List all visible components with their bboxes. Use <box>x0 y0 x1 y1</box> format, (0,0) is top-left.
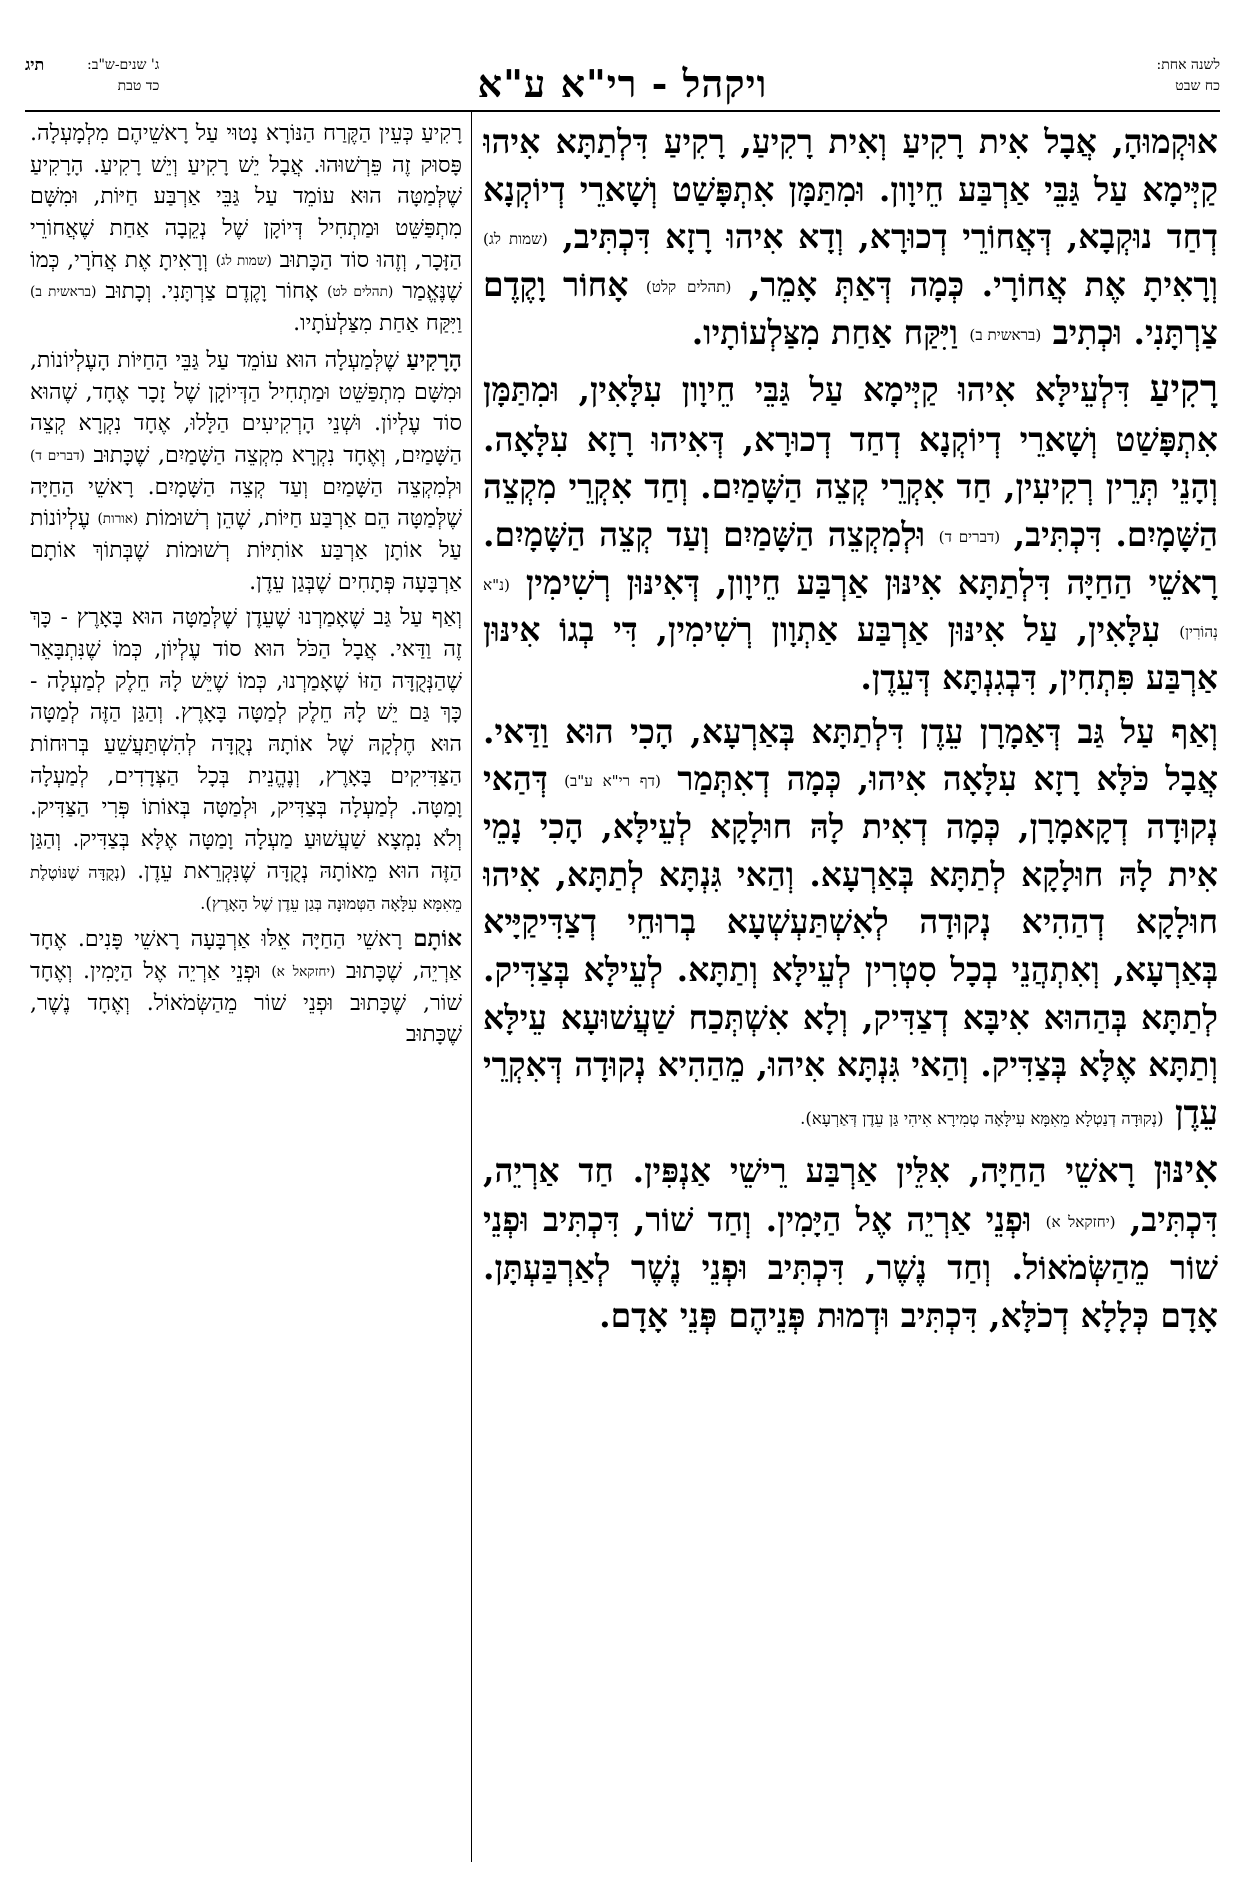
page-title: ויקהל - רי"א ע"א <box>477 61 768 106</box>
paragraph-lead-word: הָרָקִיעַ <box>406 346 462 373</box>
paragraph: אוֹתָם רָאשֵׁי הַחַיָּה אֵלּוּ אַרְבָּעָה רָאשֵׁי פָּנִים. אֶחָד אַרְיֵה, שֶׁכָּתוּב (יחזקאל א) וּפְנֵי אַרְיֵה אֶל הַיָּמִין. וְאֶחָד שׁוֹר, שֶׁכָּתוּב וּפְנֵי שׁוֹר מֵהַשְּׂמֹאוֹל. וְאֶחָד נֶשֶׁר, שֶׁכָּתוּב <box>30 926 462 1048</box>
study-schedule-three-years <box>87 55 159 97</box>
verse-reference: (בראשית ב) <box>30 284 97 301</box>
header-divider <box>25 110 1220 112</box>
paragraph-lead-word: רָקִיעַ <box>1149 366 1218 411</box>
variant-reading: (נ"א נְהוֹרִין) <box>483 575 1218 642</box>
paragraph-lead-word: אוֹתָם <box>413 926 462 953</box>
variant-reading: (אורות) <box>97 511 139 528</box>
paragraph: אִינּוּן רָאשֵׁי הַחַיָּה, אִלֵּין אַרְבַּע רֵישֵׁי אַנְפִּין. חַד אַרְיֵה, דִּכְתִּיב, (יחזקאל א) וּפְנֵי אַרְיֵה אֶל הַיָּמִין. וְחַד שׁוֹר, דִּכְתִּיב וּפְנֵי שׁוֹר מֵהַשְּׂמֹאוֹל. וְחַד נֶשֶׁר, דִּכְתִּיב וּפְנֵי נֶשֶׁר לְאַרְבַּעְתָּן. אָדָם כְּלָלָא דְכֹלָּא, דִּכְתִּיב וּדְמוּת פְּנֵיהֶם פְּנֵי אָדָם. <box>483 1146 1218 1335</box>
paragraph: אוּקְמוּהָ, אֲבָל אִית רָקִיעַ וְאִית רָקִיעַ, רָקִיעַ דִּלְתַתָּא אִיהוּ קַיְּימָא עַל גַּבֵּי אַרְבַּע חֵיוָון. וּמִתַּמָּן אִתְפָּשַׁט וְשָׁארֵי דְיוֹקְנָא דְחַד נוּקְבָא, דְּאֲחוֹרֵי דְכוּרָא, וְדָא אִיהוּ רָזָא דִּכְתִּיב, (שמות לג) וְרָאִיתָ אֶת אֲחוֹרָי. כְּמָה דְּאַתְּ אָמֵר, (תהלים קלט) אָחוֹר וָקֶדֶם צַרְתָּנִי. וּכְתִיב (בראשית ב) וַיִּקַּח אַחַת מִצַּלְעוֹתָיו. <box>483 122 1218 352</box>
page-header <box>25 55 1220 111</box>
verse-reference: (שמות לג) <box>215 252 272 269</box>
page-reference: (דף רי"א ע"ב) <box>564 772 661 791</box>
schedule-date: כד טבת <box>117 78 160 94</box>
verse-reference: (בראשית ב) <box>969 325 1042 344</box>
paragraph: הָרָקִיעַ שֶׁלְּמַעְלָה הוּא עוֹמֵד עַל גַּבֵּי הַחַיּוֹת הָעֶלְיוֹנוֹת, וּמִשָּׁם מִתְפַּשֵּׁט וּמַתְחִיל הַדְּיוֹקָן שֶׁל זָכָר אֶחָד, שֶׁהוּא סוֹד עֶלְיוֹן. וּשְׁנֵי הָרְקִיעִים הַלָּלוּ, אֶחָד נִקְרָא קְצֵה הַשָּׁמַיִם, וְאֶחָד נִקְרָא מִקְצֵה הַשָּׁמַיִם, שֶׁכָּתוּב (דברים ד) וּלְמִקְצֵה הַשָּׁמַיִם וְעַד קְצֵה הַשָּׁמָיִם. רָאשֵׁי הַחַיָּה שֶׁלְּמַטָּה הֵם אַרְבַּע חַיּוֹת, שֶׁהֵן רְשׁוּמוֹת (אורות) עֶלְיוֹנוֹת עַל אוֹתָן אַרְבַּע אוֹתִיּוֹת רְשׁוּמוֹת שֶׁבְּתוֹךְ אוֹתָם אַרְבָּעָה פְּתָחִים שֶׁבְּגַן עֵדֶן. <box>30 346 462 595</box>
schedule-label: לשנה אחת: <box>1156 57 1220 73</box>
verse-reference: (תהלים לט) <box>327 284 394 301</box>
gloss: (נְקוּדָה דְנַטְלָא מֵאִמָּא עִילָּאָה טְמִירָא אִיהִי גַּן עֵדֶן דְּאַרְעָא). <box>800 1109 1164 1129</box>
gloss: (נְקֻדָּה שֶׁנּוֹטֶלֶת מֵאִמָּא עִלָּאָה הַטְּמוּנָה בְּגַן עֵדֶן שֶׁל הָאָרֶץ). <box>30 862 462 914</box>
hebrew-translation-column <box>30 118 462 1868</box>
verse-reference: (דברים ד) <box>938 528 1001 547</box>
verse-reference: (תהלים קלט) <box>645 278 732 297</box>
verse-reference: (יחזקאל א) <box>1045 1213 1116 1232</box>
paragraph: וְאַף עַל גַּב שֶׁאָמַרְנוּ שֶׁעֵדֶן שֶׁלְּמַטָּה הוּא בָּאָרֶץ - כָּךְ זֶה וַדַּאי. אֲבָל הַכֹּל הוּא סוֹד עֶלְיוֹן, כְּמוֹ שֶׁנִּתְבָּאֵר שֶׁהַנְּקֻדָּה הַזּוֹ שֶׁאָמַרְנוּ, כְּמוֹ שֶׁיֵּשׁ לָהּ חֵלֶק לְמַעְלָה - כָּךְ גַּם יֵשׁ לָהּ חֵלֶק לְמַטָּה בָּאָרֶץ. וְהַגַּן הַזֶּה לְמַטָּה הוּא חֶלְקָהּ שֶׁל אוֹתָהּ נְקֻדָּה לְהִשְׁתַּעֲשֵׁעַ בְּרוּחוֹת הַצַּדִּיקִים בָּאָרֶץ, וְנֶהֱנֵית בְּכָל הַצְּדָדִים, לְמַעְלָה וָמַטָּה. לְמַעְלָה בְּצַדִּיק, וּלְמַטָּה בְּאוֹתוֹ פְּרִי הַצַּדִּיק. וְלֹא נִמְצָא שַׁעֲשׁוּעַ מַעְלָה וָמַטָּה אֶלָּא בְּצַדִּיק. וְהַגַּן הַזֶּה הוּא מֵאוֹתָהּ נְקֻדָּה שֶׁנִּקְרֵאת עֵדֶן. (נְקֻדָּה שֶׁנּוֹטֶלֶת מֵאִמָּא עִלָּאָה הַטְּמוּנָה בְּגַן עֵדֶן שֶׁל הָאָרֶץ). <box>30 605 462 914</box>
schedule-date: כח שבט <box>1175 78 1220 94</box>
paragraph: וְאַף עַל גַּב דְּאַמָרָן עֵדֶן דִּלְתַתָּא בְּאַרְעָא, הָכִי הוּא וַדַּאי. אֲבָל כֹּלָּא רָזָא עִלָּאָה אִיהוּ, כְּמָה דְאִתְּמַר (דף רי"א ע"ב) דְּהַאי נְקוּדָה דְקָאמָרָן, כְּמָה דְאִית לָהּ חוּלָקָא לְעֵילָּא, הָכִי נָמֵי אִית לָהּ חוּלָקָא לְתַתָּא בְּאַרְעָא. וְהַאי גִּנְתָּא לְתַתָּא, אִיהוּ חוּלָקָא דְהַהִיא נְקוּדָה לְאִשְׁתַּעְשְׁעָא בְרוּחֵי דְצַדִּיקַיָּיא בְּאַרְעָא, וְאִתְהֲנֵי בְכָל סִטְרִין לְעֵילָּא וְתַתָּא. לְעֵילָּא בְּצַדִּיק. לְתַתָּא בְּהַהוּא אִיבָּא דְצַדִּיק, וְלָא אִשְׁתְּכַח שַׁעֲשׁוּעָא עֵילָּא וְתַתָּא אֶלָּא בְּצַדִּיק. וְהַאי גִּנְתָּא אִיהוּ, מֵהַהִיא נְקוּדָה דְּאִקְרֵי עֵדֶן (נְקוּדָה דְנַטְלָא מֵאִמָּא עִילָּאָה טְמִירָא אִיהִי גַּן עֵדֶן דְּאַרְעָא). <box>483 711 1218 1133</box>
schedule-label: ג' שנים-ש"ב: <box>87 57 160 73</box>
page-number: תיג <box>25 55 45 74</box>
verse-reference: (דברים ד) <box>30 447 85 464</box>
verse-reference: (שמות לג) <box>483 230 548 249</box>
paragraph-lead-word: אִינּוּן <box>1153 1146 1218 1191</box>
paragraph: רָקִיעַ דִּלְעֵילָּא אִיהוּ קַיְּימָא עַל גַּבֵּי חֵיוָון עִלָּאִין, וּמִתַּמָּן אִתְפָּשַׁט וְשָׁארֵי דְיוֹקְנָא דְחַד דְכוּרָא, דְּאִיהוּ רָזָא עִלָּאָה. וְהָנֵי תְּרֵין רְקִיעִין, חַד אִקְרֵי קְצֵה הַשָּׁמַיִם. וְחַד אִקְרֵי מִקְצֵה הַשָּׁמָיִם. דִּכְתִּיב, (דברים ד) וּלְמִקְצֵה הַשָּׁמַיִם וְעַד קְצֵה הַשָּׁמָיִם. רָאשֵׁי הַחַיָּה דִּלְתַתָּא אִינּוּן אַרְבַּע חֵיוָון, דְּאִינּוּן רְשִׁימִין (נ"א נְהוֹרִין) עִלָּאִין, עַל אִינּוּן אַרְבַּע אַתְוָון רְשִׁימִין, דִּי בְגוֹ אִינּוּן אַרְבַּע פִּתְחִין, דִּבְגִנְתָּא דְּעֵדֶן. <box>483 366 1218 698</box>
column-divider <box>471 112 472 1862</box>
verse-reference: (יחזקאל א) <box>271 963 336 980</box>
main-aramaic-column <box>483 118 1218 1868</box>
paragraph: רָקִיעַ כְּעֵין הַקֶּרַח הַנּוֹרָא נָטוּי עַל רָאשֵׁיהֶם מִלְמָעְלָה. פָּסוּק זֶה פֵּרְשׁוּהוּ. אֲבָל יֵשׁ רָקִיעַ וְיֵשׁ רָקִיעַ. הָרָקִיעַ שֶׁלְּמַטָּה הוּא עוֹמֵד עַל גַּבֵּי אַרְבַּע חַיּוֹת, וּמִשָּׁם מִתְפַּשֵּׁט וּמַתְחִיל דְּיוֹקָן שֶׁל נְקֵבָה אַחַת שֶׁאֲחוֹרֵי הַזָּכָר, וְזֶהוּ סוֹד הַכָּתוּב (שמות לג) וְרָאִיתָ אֶת אֲחֹרָי, כְּמוֹ שֶׁנֶּאֱמַר (תהלים לט) אָחוֹר וָקֶדֶם צַרְתָּנִי. וְכָתוּב (בראשית ב) וַיִּקַּח אַחַת מִצַּלְעֹתָיו. <box>30 121 462 337</box>
